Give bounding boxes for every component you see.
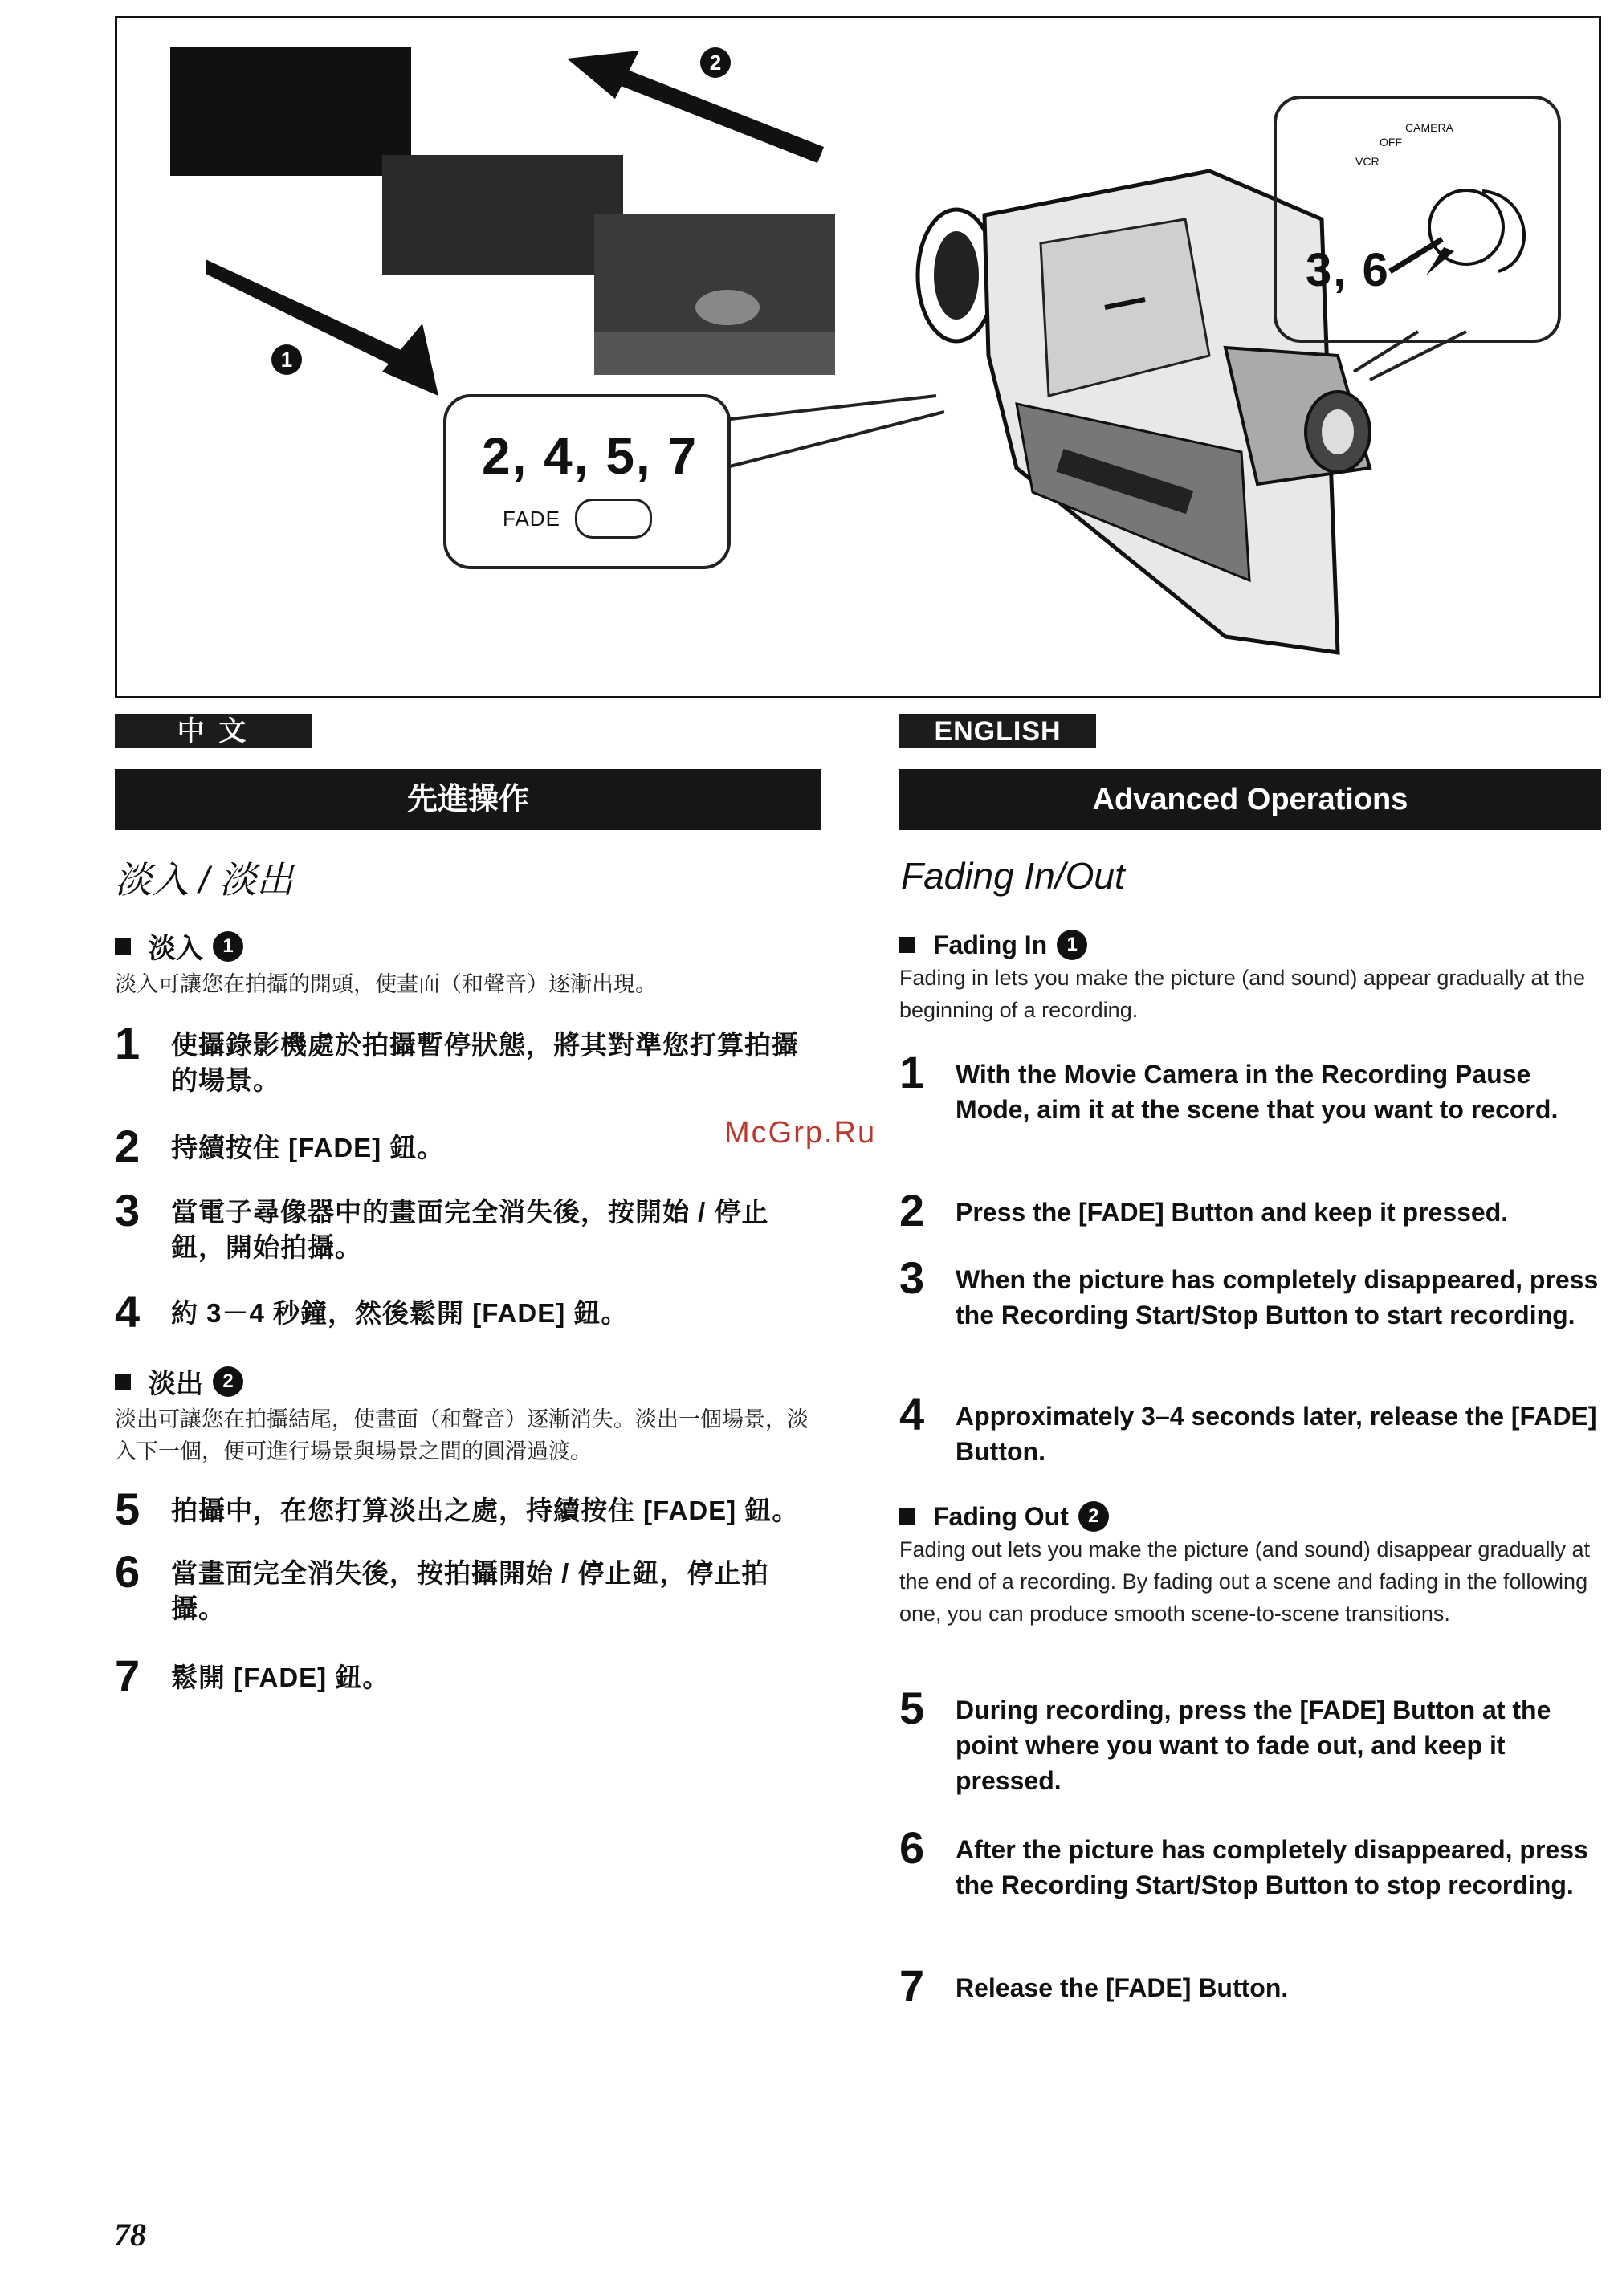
fade-in-badge: 1	[213, 931, 243, 962]
fade-out-heading-text: 淡出	[149, 1369, 203, 1399]
step-number: 5	[115, 1484, 141, 1534]
fade-out-arrow	[609, 65, 824, 163]
step-text: After the picture has completely disappeared, press the Recording Start/Stop Button to stop recording.	[956, 1835, 1588, 1899]
step-text: 約 3－4 秒鐘，然後鬆開 [FADE] 鈕。	[171, 1298, 629, 1328]
fade-in-badge: 1	[1057, 930, 1087, 960]
mid-fade-image	[382, 155, 623, 275]
fade-out-badge: 2	[213, 1366, 243, 1397]
fade-out-intro-zh: 淡出可讓您在拍攝結尾，使畫面（和聲音）逐漸消失。淡出一個場景，淡入下一個，便可進行場景與場景之間的圓滑過渡。	[115, 1407, 809, 1463]
step-number: 1	[115, 1018, 141, 1069]
section-title-zh: 先進操作	[115, 769, 821, 830]
step-en-5	[899, 1683, 1601, 1798]
fade-button-icon	[575, 499, 652, 539]
step-number: 7	[115, 1651, 141, 1701]
step-number: 1	[899, 1047, 925, 1097]
step-zh-4	[115, 1286, 821, 1337]
black-frame-image	[170, 47, 411, 176]
step-text: Approximately 3–4 seconds later, release the [FADE] Button.	[956, 1402, 1597, 1466]
step-en-2	[899, 1185, 1601, 1236]
illustration-frame	[115, 16, 1601, 698]
watermark: McGrp.Ru	[724, 1116, 877, 1150]
step-en-6	[899, 1822, 1601, 1903]
fade-in-intro-en: Fading in lets you make the picture (and sound) appear gradually at the beginning of a recording.	[899, 966, 1586, 1022]
fade-out-heading-text: Fading Out	[933, 1501, 1069, 1531]
step-en-3	[899, 1252, 1601, 1333]
dial-label-vcr: VCR	[1355, 155, 1380, 168]
step-text: 使攝錄影機處於拍攝暫停狀態，將其對準您打算拍攝的場景。	[171, 1030, 799, 1095]
step-number: 4	[115, 1286, 141, 1337]
step-text: 當電子尋像器中的畫面完全消失後，按開始 / 停止鈕，開始拍攝。	[171, 1197, 769, 1262]
page-number: 78	[114, 2217, 146, 2253]
step-zh-1	[115, 1018, 821, 1098]
tab-chinese: 中 文	[115, 714, 312, 748]
fade-out-badge: 2	[1078, 1501, 1109, 1532]
step-number: 2	[899, 1185, 925, 1236]
step-zh-5	[115, 1484, 821, 1534]
fade-in-marker: 1	[271, 344, 302, 375]
fade-label: FADE	[503, 507, 560, 531]
tab-english: ENGLISH	[899, 714, 1096, 748]
fade-in-heading-zh	[115, 926, 243, 966]
dial-label-off: OFF	[1380, 136, 1402, 149]
step-zh-7	[115, 1651, 821, 1701]
step-text: 當畫面完全消失後，按拍攝開始 / 停止鈕，停止拍攝。	[171, 1558, 769, 1623]
fade-button-callout	[443, 394, 731, 569]
step-text: 鬆開 [FADE] 鈕。	[171, 1663, 390, 1692]
bullet-square-icon	[899, 1508, 915, 1525]
step-number: 6	[899, 1822, 925, 1873]
fade-out-marker: 2	[700, 47, 731, 78]
step-text: Release the [FADE] Button.	[956, 1973, 1289, 2002]
step-en-1	[899, 1047, 1601, 1127]
step-text: 持續按住 [FADE] 鈕。	[171, 1133, 445, 1162]
section-title-en: Advanced Operations	[899, 769, 1601, 830]
step-text: With the Movie Camera in the Recording Pause Mode, aim it at the scene that you want to record.	[956, 1060, 1559, 1124]
step-number: 5	[899, 1683, 925, 1733]
dial-callout	[1274, 96, 1561, 343]
step-en-4	[899, 1389, 1601, 1469]
step-number: 6	[115, 1546, 141, 1597]
page-title-zh: 淡入 / 淡出	[115, 859, 294, 901]
dial-step-numbers: 3, 6	[1306, 244, 1390, 296]
bullet-square-icon	[115, 1374, 131, 1390]
step-number: 3	[115, 1185, 141, 1236]
fade-in-heading-text: Fading In	[933, 930, 1048, 959]
step-text: Press the [FADE] Button and keep it pressed.	[956, 1198, 1509, 1227]
step-number: 4	[899, 1389, 925, 1439]
step-en-7	[899, 1960, 1601, 2011]
bullet-square-icon	[899, 937, 915, 953]
bullet-square-icon	[115, 938, 131, 955]
fade-in-intro-zh: 淡入可讓您在拍攝的開頭，使畫面（和聲音）逐漸出現。	[115, 972, 657, 996]
fade-out-intro-en: Fading out lets you make the picture (and sound) disappear gradually at the end of a recording. By fading out a scene and fading in the following one, you can produce smooth scene-to-scene transitions.	[899, 1537, 1591, 1626]
step-text: 拍攝中，在您打算淡出之處，持續按住 [FADE] 鈕。	[171, 1496, 800, 1525]
step-number: 3	[899, 1252, 925, 1303]
step-number: 7	[899, 1960, 925, 2011]
callout-step-numbers: 2, 4, 5, 7	[482, 427, 699, 485]
fade-in-heading-en	[899, 930, 1087, 960]
step-zh-3	[115, 1185, 821, 1265]
fade-in-heading-text: 淡入	[149, 934, 203, 964]
fade-out-heading-en	[899, 1501, 1109, 1532]
page-title-en: Fading In/Out	[901, 855, 1125, 897]
fade-out-heading-zh	[115, 1362, 243, 1401]
step-text: When the picture has completely disappeared, press the Recording Start/Stop Button to start recording.	[956, 1265, 1599, 1329]
step-text: During recording, press the [FADE] Button at the point where you want to fade out, and keep it pressed.	[956, 1696, 1551, 1795]
step-zh-6	[115, 1546, 821, 1626]
dial-label-camera: CAMERA	[1405, 121, 1453, 134]
step-number: 2	[115, 1121, 141, 1171]
